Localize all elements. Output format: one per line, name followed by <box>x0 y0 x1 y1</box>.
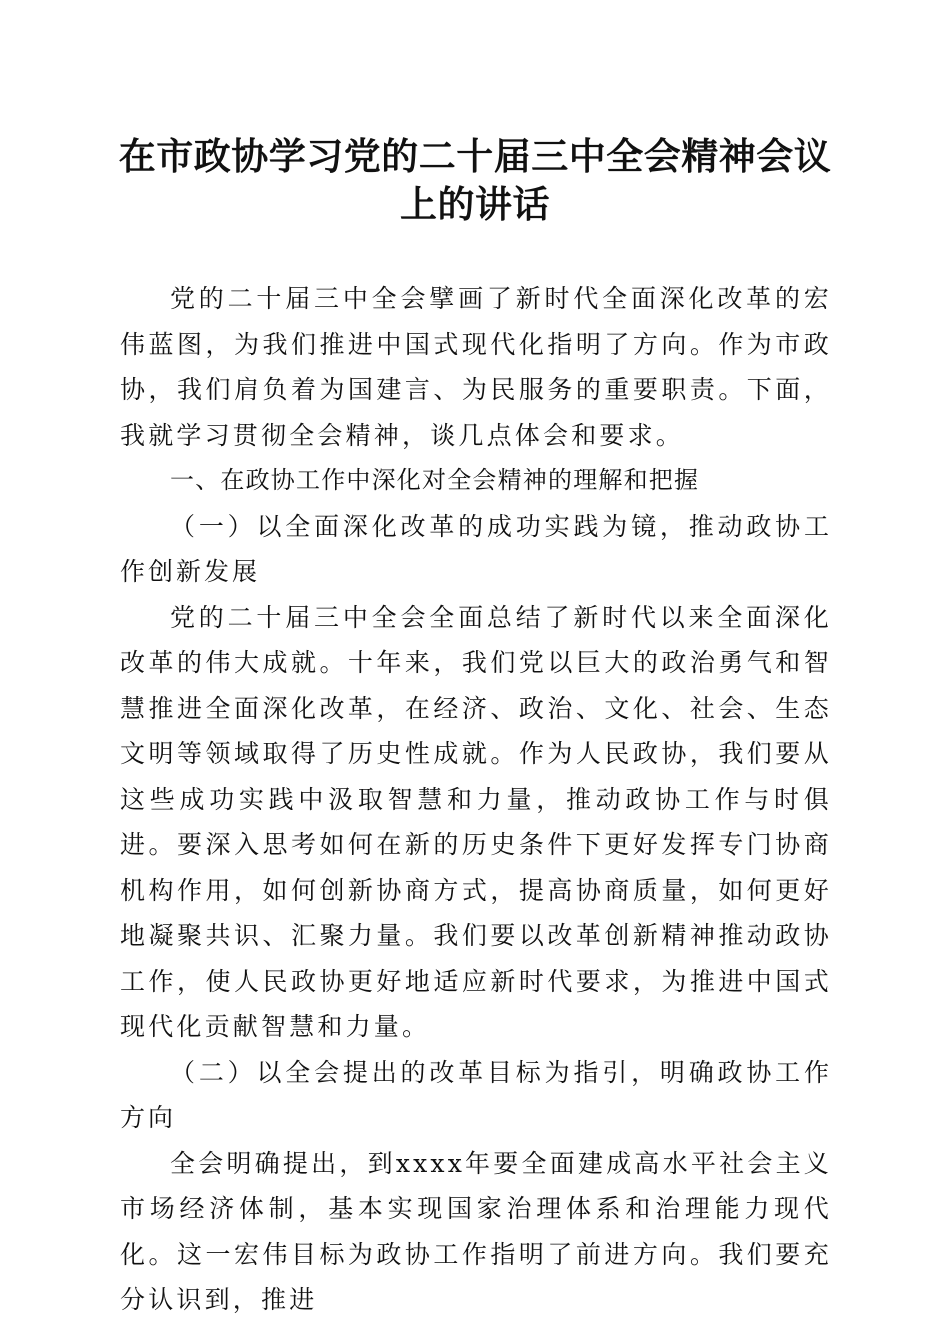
section-heading: 一、在政协工作中深化对全会精神的理解和把握 <box>170 466 700 494</box>
body-paragraph: 党的二十届三中全会全面总结了新时代以来全面深化改革的伟大成就。十年来，我们党以巨大的政治勇气和智慧推进全面深化改革，在经济、政治、文化、社会、生态文明等领域取得了历史性成就。作为人民政协，我们要从这些成功实践中汲取智慧和力量，推动政协工作与时俱进。要深入思考如何在新的历史条件下更好发挥专门协商机构作用，如何创新协商方式，提高协商质量，如何更好地凝聚共识、汇聚力量。我们要以改革创新精神推动政协工作，使人民政协更好地适应新时代要求，为推进中国式现代化贡献智慧和力量。 <box>120 602 832 1041</box>
subsection-heading: （二）以全会提出的改革目标为指引，明确政协工作方向 <box>120 1057 832 1132</box>
document-body <box>120 276 832 1323</box>
body-paragraph: 全会明确提出，到xxxx年要全面建成高水平社会主义市场经济体制，基本实现国家治理体系和治理能力现代化。这一宏伟目标为政协工作指明了前进方向。我们要充分认识到，推进 <box>120 1148 832 1314</box>
document-title: 在市政协学习党的二十届三中全会精神会议上的讲话 <box>118 134 832 226</box>
intro-paragraph: 党的二十届三中全会擘画了新时代全面深化改革的宏伟蓝图，为我们推进中国式现代化指明了方向。作为市政协，我们肩负着为国建言、为民服务的重要职责。下面，我就学习贯彻全会精神，谈几点体会和要求。 <box>120 284 832 450</box>
subsection-heading: （一）以全面深化改革的成功实践为镜，推动政协工作创新发展 <box>120 511 832 586</box>
